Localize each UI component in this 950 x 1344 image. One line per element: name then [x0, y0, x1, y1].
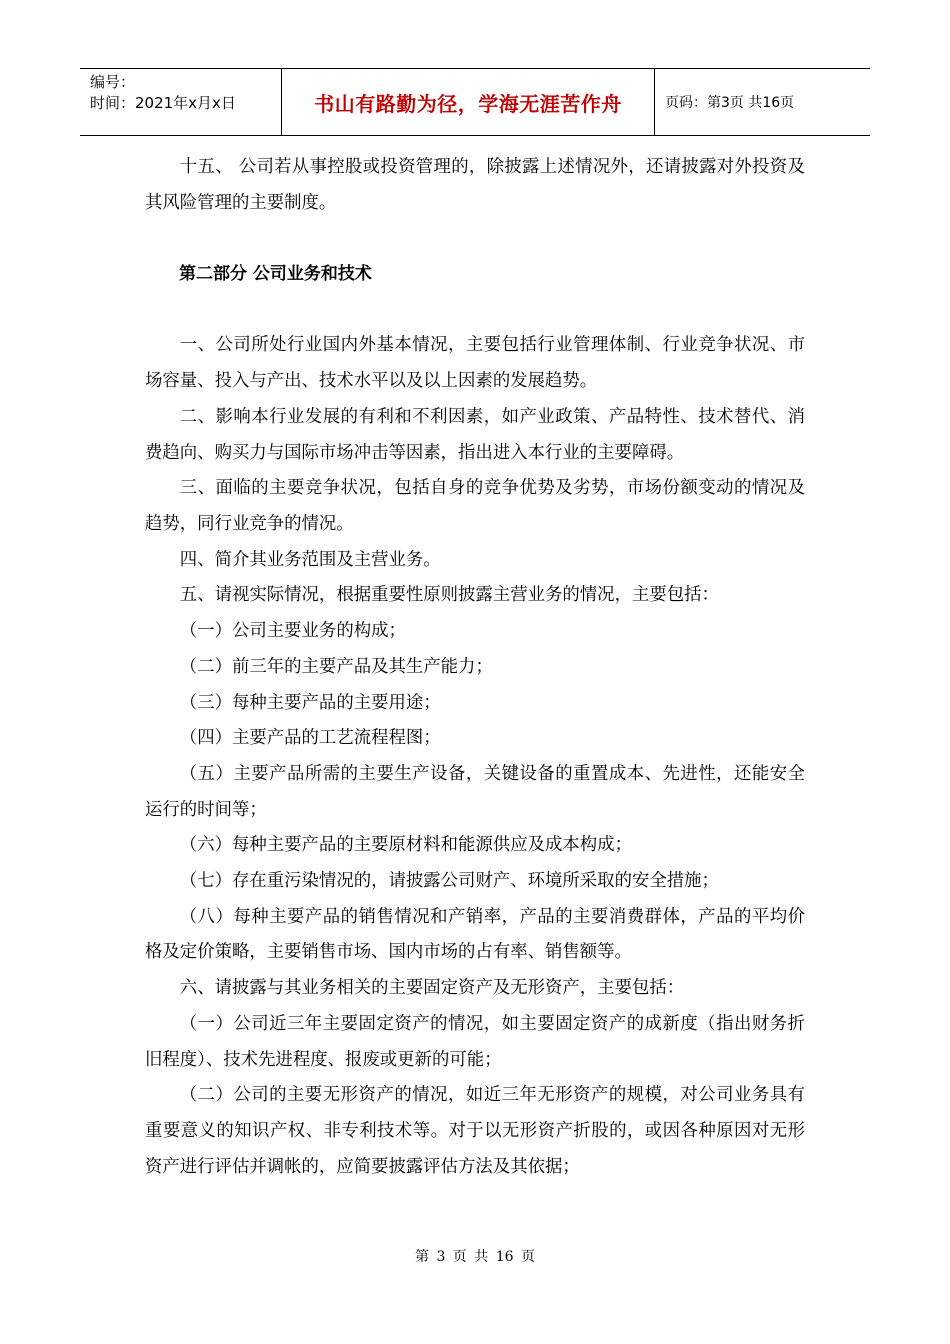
document-body — [145, 150, 805, 1185]
document-header — [80, 68, 870, 136]
paragraph: 一、公司所处行业国内外基本情况，主要包括行业管理体制、行业竞争状况、市场容量、投入与产出、技术水平以及以上因素的发展趋势。 — [145, 335, 805, 392]
paragraph: 三、面临的主要竞争状况，包括自身的竞争优势及劣势，市场份额变动的情况及趋势，同行业竞争的情况。 — [145, 478, 805, 534]
page-footer: 第 3 页 共 16 页 — [415, 1249, 535, 1265]
paragraph: 四、简介其业务范围及主营业务。 — [179, 549, 441, 570]
list-item: （五）主要产品所需的主要生产设备，关键设备的重置成本、先进性，还能安全运行的时间等； — [145, 763, 805, 820]
blank-line — [145, 293, 805, 329]
list-item: （四）主要产品的工艺流程程图； — [179, 728, 441, 749]
section-title: 第二部分 公司业务和技术 — [179, 264, 372, 285]
paragraph: 六、请披露与其业务相关的主要固定资产及无形资产，主要包括： — [179, 978, 685, 999]
list-item: （七）存在重污染情况的，请披露公司财产、环境所采取的安全措施； — [179, 871, 719, 892]
paragraph: 五、请视实际情况，根据重要性原则披露主营业务的情况，主要包括： — [179, 585, 719, 606]
list-item: （二）前三年的主要产品及其生产能力； — [179, 656, 493, 677]
list-item: （一）公司近三年主要固定资产的情况，如主要固定资产的成新度（指出财务折旧程度）、技术先进程度、报废或更新的可能； — [145, 1013, 805, 1070]
list-item: （一）公司主要业务的构成； — [179, 621, 406, 642]
list-item: （六）每种主要产品的主要原材料和能源供应及成本构成； — [179, 835, 632, 856]
paragraph: 十五、 公司若从事控股或投资管理的，除披露上述情况外，还请披露对外投资及其风险管理的主要制度。 — [145, 157, 805, 213]
header-time-label: 时间：2021年x月x日 — [90, 94, 236, 112]
list-item: （二）公司的主要无形资产的情况，如近三年无形资产的规模，对公司业务具有重要意义的知识产权、非专利技术等。对于以无形资产折股的，或因各种原因对无形资产进行评估并调帐的，应简要披露评估方法及其依据； — [145, 1085, 805, 1177]
list-item: （八）每种主要产品的销售情况和产销率，产品的主要消费群体，产品的平均价格及定价策略，主要销售市场、国内市场的占有率、销售额等。 — [145, 906, 805, 963]
header-page-code: 页码：第3页 共16页 — [665, 95, 795, 111]
blank-line — [145, 221, 805, 257]
list-item: （三）每种主要产品的主要用途； — [179, 692, 441, 713]
header-meta — [80, 69, 282, 135]
header-number-label: 编号： — [90, 73, 136, 91]
header-motto: 书山有路勤为径，学海无涯苦作舟 — [282, 69, 655, 135]
paragraph: 二、影响本行业发展的有利和不利因素，如产业政策、产品特性、技术替代、消费趋向、购买力与国际市场冲击等因素，指出进入本行业的主要障碍。 — [145, 406, 805, 463]
